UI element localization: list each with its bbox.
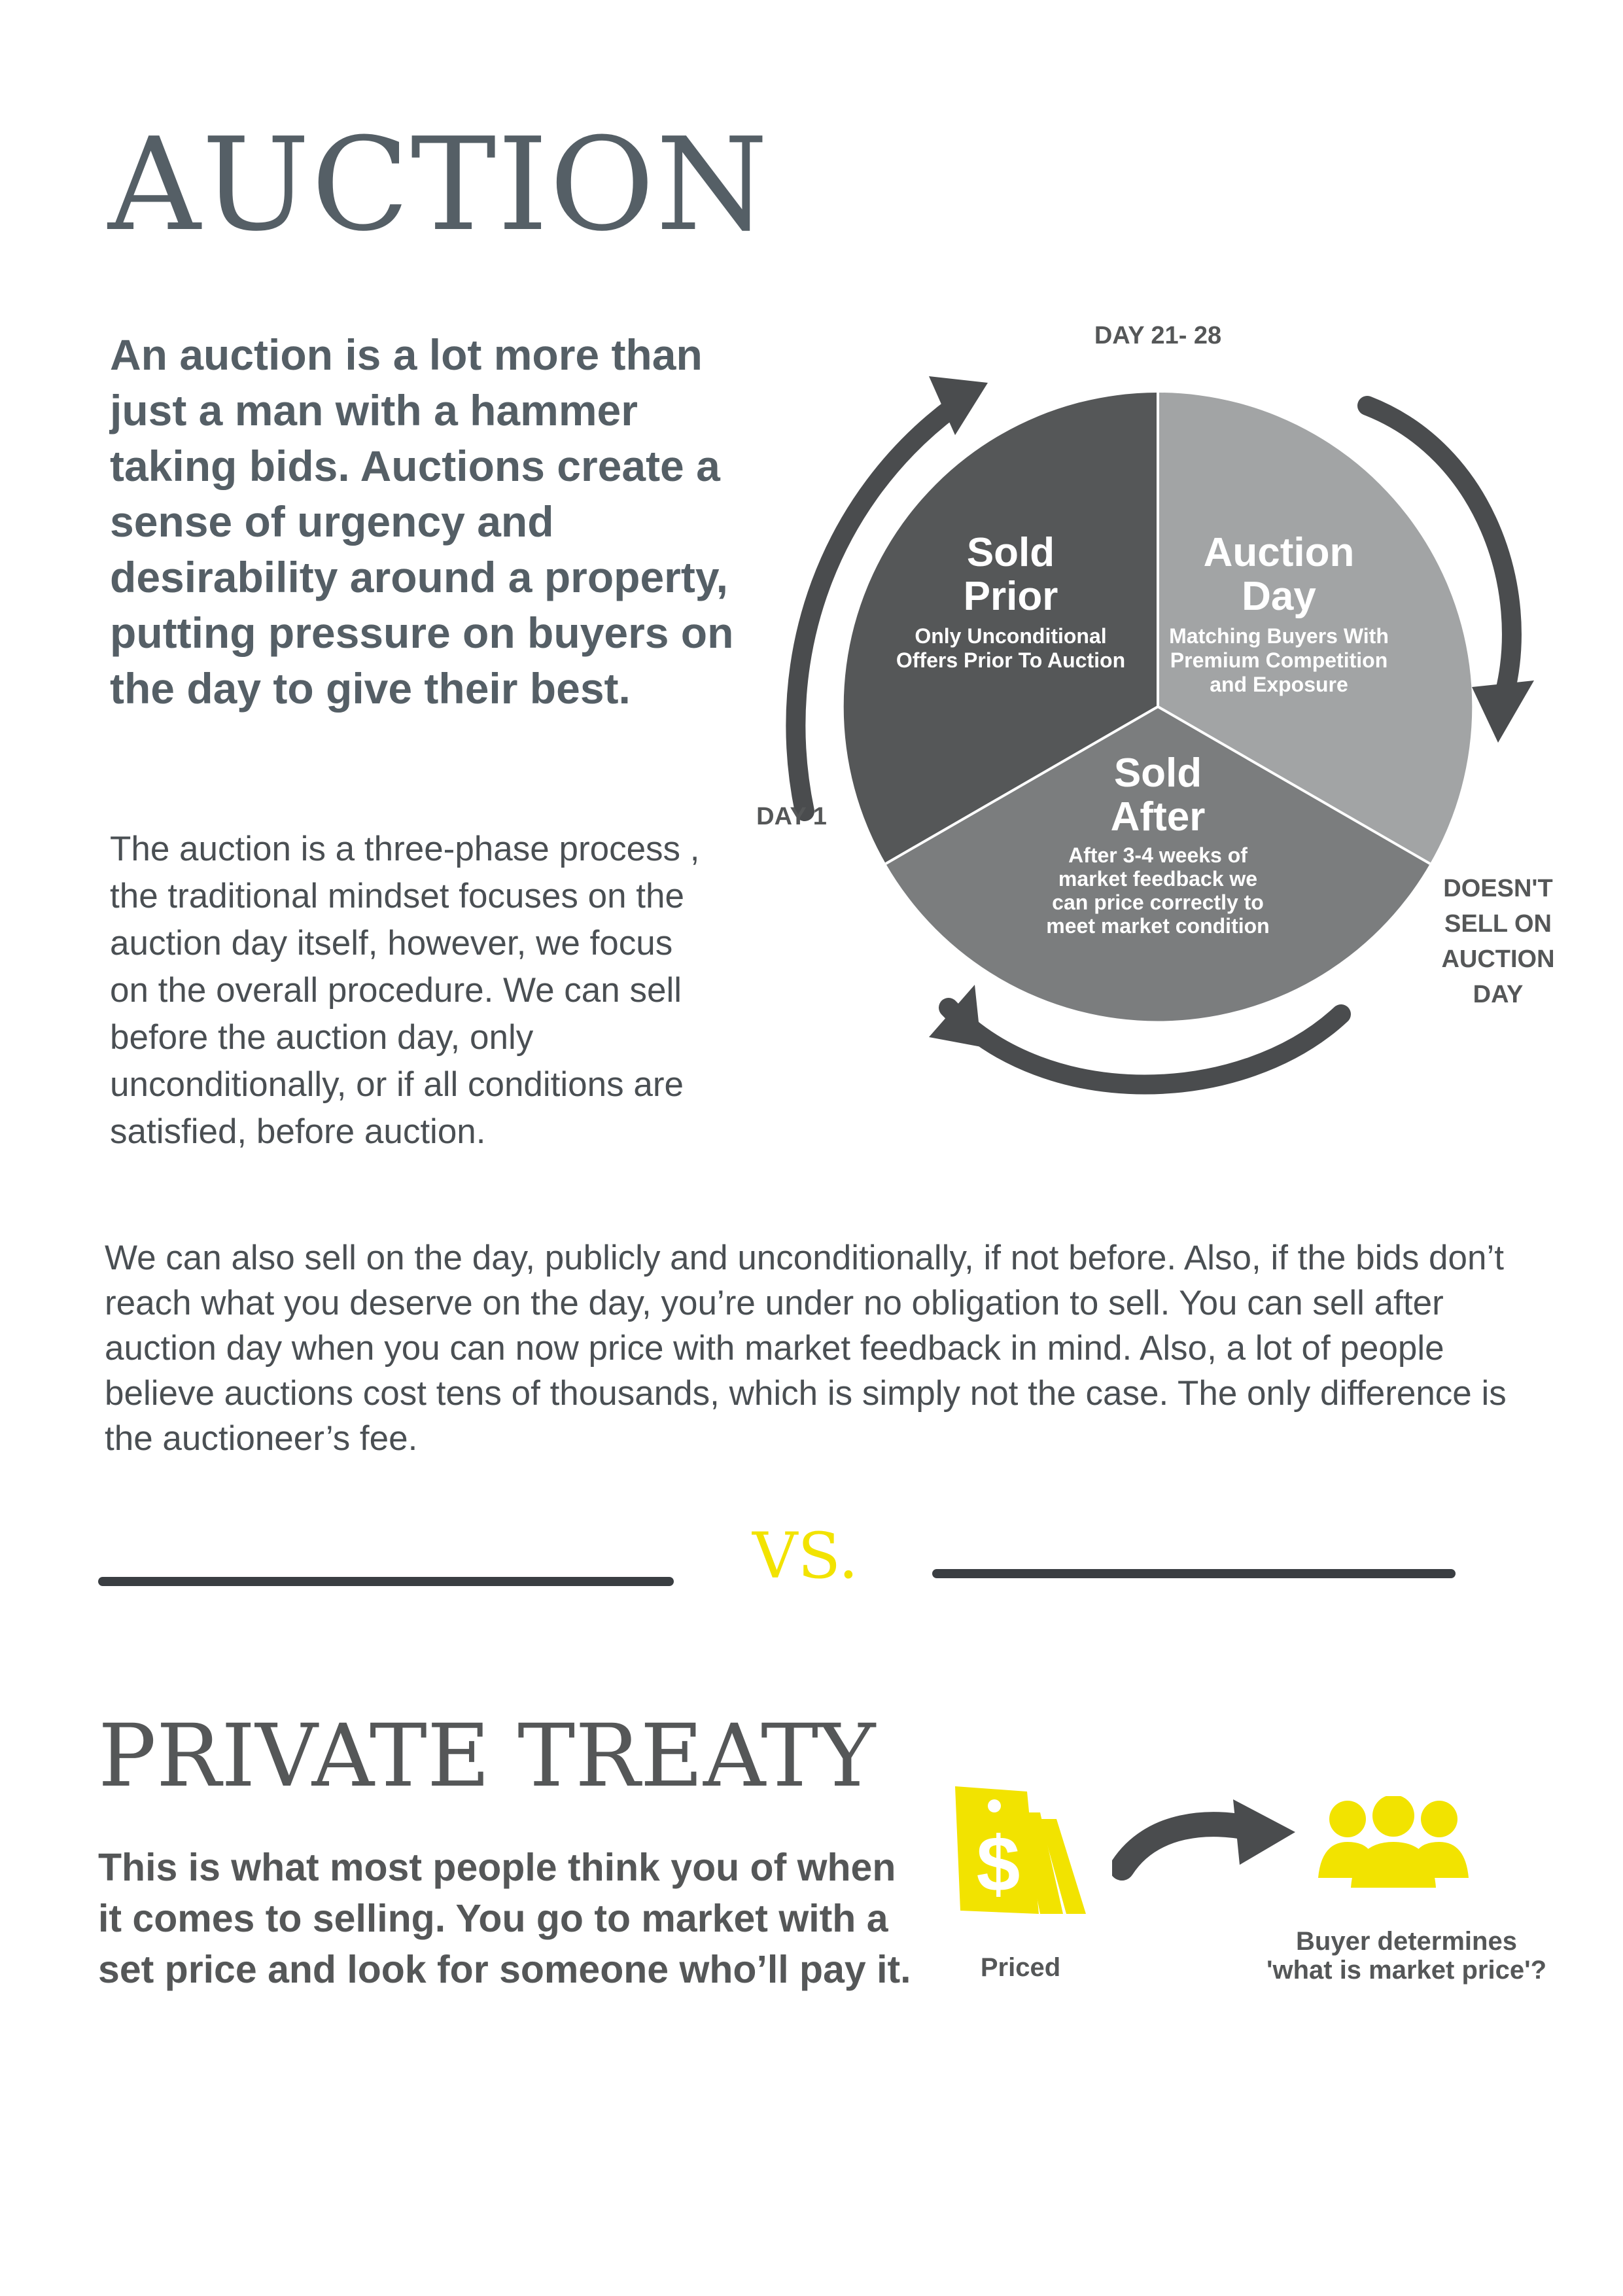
svg-text:DAY: DAY <box>1473 981 1524 1008</box>
svg-text:can price correctly to: can price correctly to <box>1052 891 1264 914</box>
svg-text:meet market condition: meet market condition <box>1046 914 1270 938</box>
private-treaty-lead-paragraph: This is what most people think you of when it comes to selling. You go to market with a set price and look for someone who’ll pay it. <box>98 1846 911 1991</box>
svg-text:Premium Competition: Premium Competition <box>1170 648 1388 672</box>
buyer-determines-label: Buyer determines 'what is market price'? <box>1266 1927 1547 1985</box>
svg-text:Matching Buyers With: Matching Buyers With <box>1169 624 1389 648</box>
svg-text:Only Unconditional: Only Unconditional <box>915 624 1107 648</box>
divider-right <box>932 1569 1456 1578</box>
svg-text:Day: Day <box>1242 574 1316 619</box>
auction-lead-paragraph: An auction is a lot more than just a man with a hammer taking bids. Auctions create a sense of urgency and desirability around a property, putting pressure on buyers on the day to give their best. <box>110 330 734 713</box>
svg-text:$: $ <box>976 1820 1021 1908</box>
cycle-arrow-head-bottom-icon <box>929 985 981 1047</box>
svg-text:and Exposure: and Exposure <box>1210 673 1348 696</box>
svg-text:After 3-4 weeks of: After 3-4 weeks of <box>1068 843 1248 867</box>
svg-text:After: After <box>1110 794 1206 839</box>
auction-body-paragraph-2: We can also sell on the day, publicly and unconditionally, if not before. Also, if the bids don’t reach what you deserve on the day, you’re under no obligation to sell. You can sell after auction day when you can now price with market feedback in mind. Also, a lot of people believe auctions cost tens of thousands, which is simply not the case. The only difference is the auctioneer’s fee. <box>105 1239 1507 1458</box>
divider-left <box>98 1577 674 1586</box>
cycle-arrow-head-right-icon <box>1472 680 1534 743</box>
svg-text:market feedback we: market feedback we <box>1058 867 1258 891</box>
svg-text:Auction: Auction <box>1203 530 1355 575</box>
svg-text:SELL ON: SELL ON <box>1444 910 1552 938</box>
svg-text:DOESN'T: DOESN'T <box>1443 875 1553 902</box>
svg-text:Sold: Sold <box>1113 751 1202 796</box>
auction-body-paragraph-1: The auction is a three-phase process , the traditional mindset focuses on the auction day itself, however, we focus on the overall procedure. We can sell before the auction day, only unconditionally, or if all conditions are satisfied, before auction. <box>110 830 700 1151</box>
svg-text:Sold: Sold <box>966 530 1055 575</box>
section-title-private-treaty: PRIVATE TREATY <box>98 1706 876 1807</box>
auction-cycle-diagram <box>720 301 1622 1152</box>
svg-text:Offers Prior To Auction: Offers Prior To Auction <box>896 648 1126 672</box>
svg-text:Prior: Prior <box>963 574 1058 619</box>
svg-text:AUCTION: AUCTION <box>1441 945 1555 973</box>
flow-arrow-icon <box>1112 1793 1302 1884</box>
people-group-icon <box>1315 1796 1472 1901</box>
price-tag-icon <box>942 1773 1099 1924</box>
page-title: AUCTION <box>108 111 770 260</box>
label-day-1: DAY 1 <box>756 803 827 830</box>
priced-label: Priced <box>980 1953 1061 1982</box>
vs-label: VS. <box>752 1519 859 1593</box>
label-day-21-28: DAY 21- 28 <box>1094 322 1222 349</box>
label-doesnt-sell <box>1441 875 1554 1008</box>
